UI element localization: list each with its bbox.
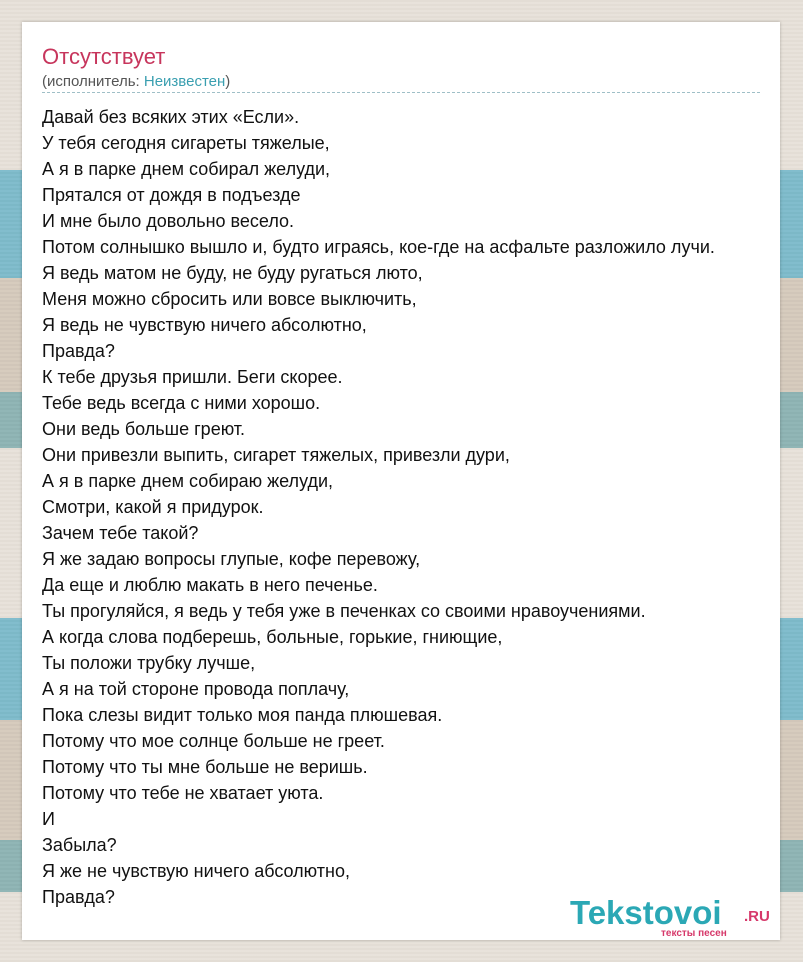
lyric-line: Они ведь больше греют. [42, 419, 246, 439]
lyric-line: А я в парке днем собирал желуди, [42, 159, 331, 179]
lyric-line: Я ведь матом не буду, не буду ругаться люто, [42, 263, 423, 283]
lyric-line: Я ведь не чувствую ничего абсолютно, [42, 315, 367, 335]
lyric-line: Потому что тебе не хватает уюта. [42, 783, 324, 803]
lyric-line: Забыла? [42, 835, 117, 855]
lyric-line: Потом солнышко вышло и, будто играясь, кое-где на асфальте разложило лучи. [42, 237, 715, 257]
lyric-line: Правда? [42, 341, 115, 361]
lyric-line: Потому что ты мне больше не веришь. [42, 757, 368, 777]
lyric-line: Пока слезы видит только моя панда плюшевая. [42, 705, 443, 725]
lyric-line: Смотри, какой я придурок. [42, 497, 264, 517]
title-divider [42, 92, 760, 93]
logo-tagline: тексты песен [661, 928, 727, 939]
logo-wordmark: Tekstovoi [570, 894, 722, 931]
lyric-line: Давай без всяких этих «Если». [42, 107, 300, 127]
lyric-line: Да еще и люблю макать в него печенье. [42, 575, 378, 595]
lyric-line: Я же задаю вопросы глупые, кофе перевожу, [42, 549, 421, 569]
lyric-line: А когда слова подберешь, больные, горькие, гниющие, [42, 627, 503, 647]
lyric-line: Правда? [42, 887, 115, 907]
lyric-line: И [42, 809, 55, 829]
lyric-line: Прятался от дождя в подъезде [42, 185, 301, 205]
artist-prefix: (исполнитель: [42, 73, 144, 90]
artist-link[interactable]: Неизвестен [143, 73, 226, 90]
lyric-line: А я на той стороне провода поплачу, [42, 679, 350, 699]
artist-suffix: ) [225, 73, 231, 90]
artist-line [42, 73, 230, 91]
lyric-line: Ты прогуляйся, я ведь у тебя уже в печенках со своими нравоучениями. [42, 601, 646, 621]
lyric-line: Меня можно сбросить или вовсе выключить, [42, 289, 417, 309]
lyric-line: А я в парке днем собираю желуди, [42, 471, 334, 491]
lyrics-text [42, 104, 802, 910]
lyric-line: И мне было довольно весело. [42, 211, 295, 231]
lyric-line: Я же не чувствую ничего абсолютно, [42, 861, 350, 881]
lyric-line: Потому что мое солнце больше не греет. [42, 731, 385, 751]
lyric-line: У тебя сегодня сигареты тяжелые, [42, 133, 330, 153]
lyric-line: Зачем тебе такой? [42, 523, 199, 543]
lyric-line: Тебе ведь всегда с ними хорошо. [42, 393, 321, 413]
lyrics-card [22, 22, 780, 940]
logo-domain: .RU [744, 908, 770, 925]
lyric-line: К тебе друзья пришли. Беги скорее. [42, 367, 343, 387]
lyric-line: Ты положи трубку лучше, [42, 653, 256, 673]
site-logo[interactable] [570, 894, 780, 942]
song-title: Отсутствует [42, 44, 166, 69]
lyric-line: Они привезли выпить, сигарет тяжелых, привезли дури, [42, 445, 510, 465]
